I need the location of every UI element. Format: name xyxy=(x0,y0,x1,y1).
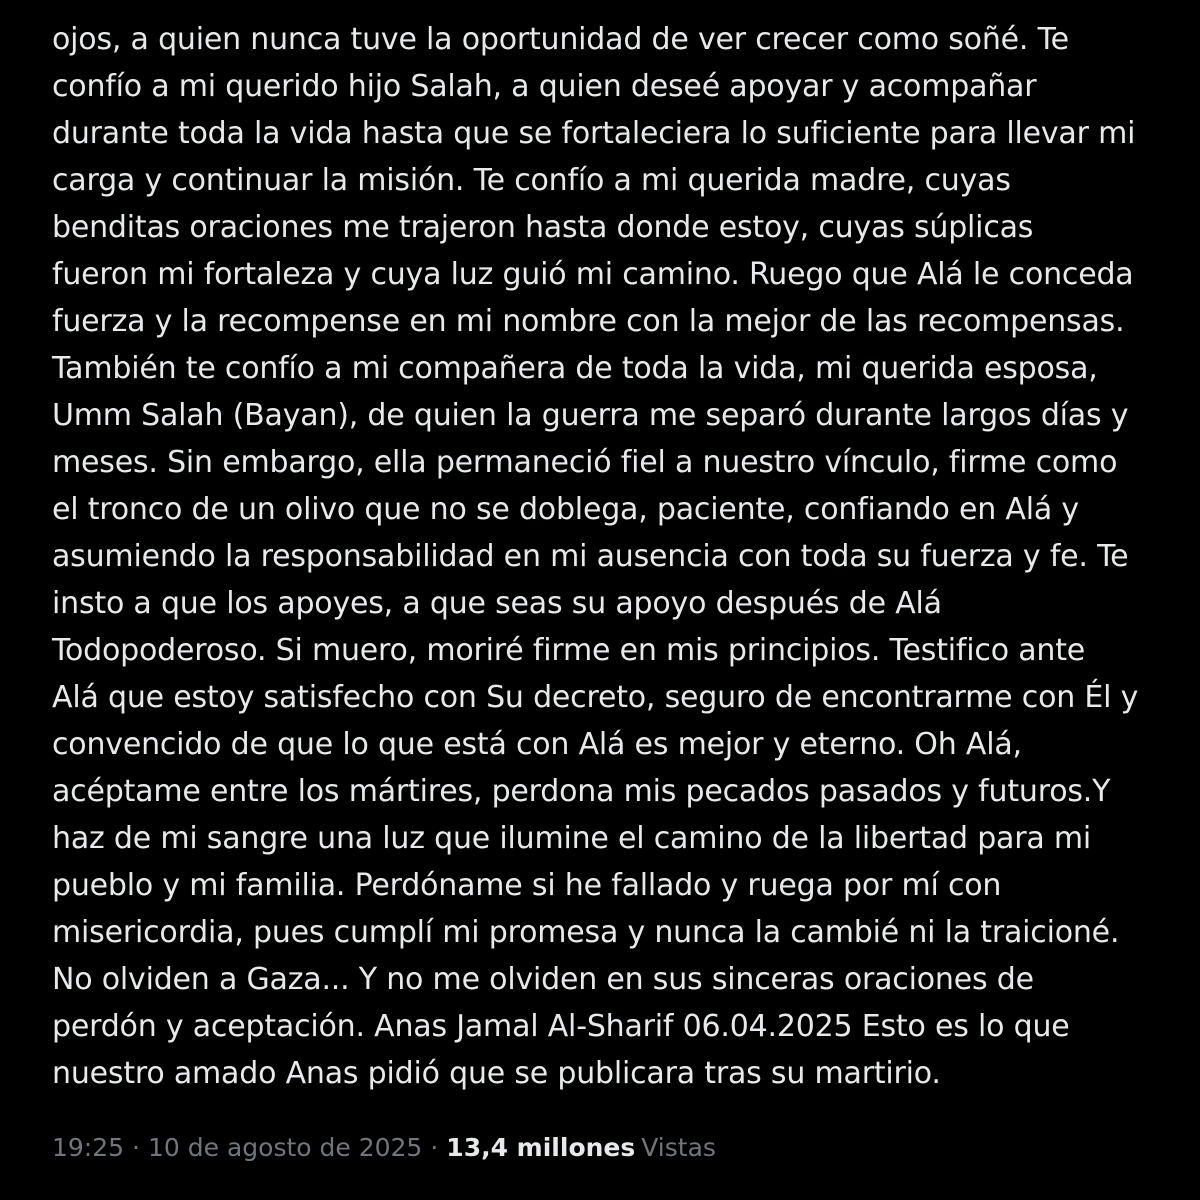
tweet-text-line: perdón y aceptación. Anas Jamal Al-Sharif 06.04.2025 Esto es lo que xyxy=(52,1009,1070,1044)
tweet-text-line: insto a que los apoyes, a que seas su apoyo después de Alá xyxy=(52,586,942,621)
tweet-text-line: fueron mi fortaleza y cuya luz guió mi camino. Ruego que Alá le conceda xyxy=(52,257,1134,292)
tweet-text-line: carga y continuar la misión. Te confío a mi querida madre, cuyas xyxy=(52,163,1011,198)
tweet-text-line: Todopoderoso. Si muero, moriré firme en mis principios. Testifico ante xyxy=(52,633,1086,668)
tweet-text-line: confío a mi querido hijo Salah, a quien deseé apoyar y acompañar xyxy=(52,69,1037,104)
views-count[interactable]: 13,4 millones xyxy=(446,1133,636,1162)
tweet-date[interactable]: 10 de agosto de 2025 xyxy=(148,1133,423,1162)
tweet-text-line: durante toda la vida hasta que se fortaleciera lo suficiente para llevar mi xyxy=(52,116,1136,151)
tweet-meta xyxy=(52,1128,716,1168)
tweet-text-line: acéptame entre los mártires, perdona mis pecados pasados y futuros.Y xyxy=(52,774,1111,809)
tweet-text-line: el tronco de un olivo que no se doblega, paciente, confiando en Alá y xyxy=(52,492,1079,527)
tweet-text-line: asumiendo la responsabilidad en mi ausencia con toda su fuerza y fe. Te xyxy=(52,539,1129,574)
tweet-text-line: Umm Salah (Bayan), de quien la guerra me separó durante largos días y xyxy=(52,398,1129,433)
tweet-time[interactable]: 19:25 xyxy=(52,1133,125,1162)
tweet-text-line: haz de mi sangre una luz que ilumine el camino de la libertad para mi xyxy=(52,821,1092,856)
tweet-text-line: Alá que estoy satisfecho con Su decreto, seguro de encontrarme con Él y xyxy=(52,680,1139,715)
meta-separator: · xyxy=(430,1133,439,1162)
views-label: Vistas xyxy=(641,1133,716,1162)
tweet-text-line: meses. Sin embargo, ella permaneció fiel a nuestro vínculo, firme como xyxy=(52,445,1118,480)
tweet-text-line: benditas oraciones me trajeron hasta donde estoy, cuyas súplicas xyxy=(52,210,1034,245)
tweet-text-line: fuerza y la recompense en mi nombre con la mejor de las recompensas. xyxy=(52,304,1125,339)
tweet-text-line: pueblo y mi familia. Perdóname si he fallado y ruega por mí con xyxy=(52,868,1002,903)
tweet-text-line: ojos, a quien nunca tuve la oportunidad de ver crecer como soñé. Te xyxy=(52,22,1069,57)
tweet-text-line: convencido de que lo que está con Alá es mejor y eterno. Oh Alá, xyxy=(52,727,1022,762)
tweet-text-line: También te confío a mi compañera de toda la vida, mi querida esposa, xyxy=(52,351,1098,386)
tweet-text-line: nuestro amado Anas pidió que se publicara tras su martirio. xyxy=(52,1056,941,1091)
tweet-text-line: No olviden a Gaza... Y no me olviden en sus sinceras oraciones de xyxy=(52,962,1034,997)
meta-separator: · xyxy=(132,1133,140,1162)
tweet-text-line: misericordia, pues cumplí mi promesa y nunca la cambié ni la traicioné. xyxy=(52,915,1120,950)
